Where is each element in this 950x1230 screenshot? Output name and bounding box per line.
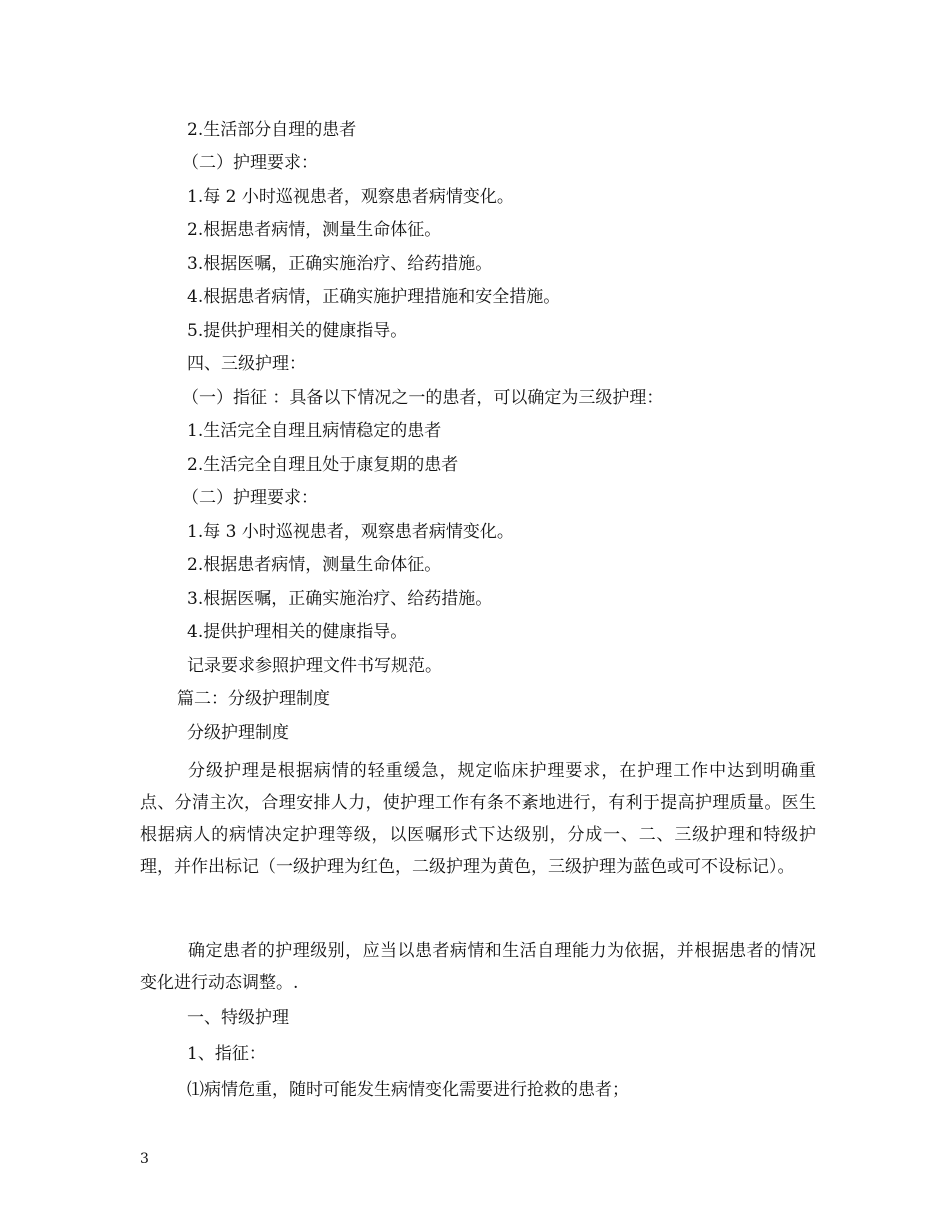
text-line: 2.生活部分自理的患者	[187, 120, 357, 140]
section-heading: 一、特级护理	[187, 1008, 289, 1028]
text-line: 1.生活完全自理且病情稳定的患者	[187, 421, 442, 441]
text-line: 2.根据患者病情，测量生命体征。	[187, 220, 442, 240]
list-item: ⑴病情危重，随时可能发生病情变化需要进行抢救的患者；	[187, 1080, 629, 1100]
body-paragraph: 确定患者的护理级别，应当以患者病情和生活自理能力为依据，并根据患者的情况变化进行动态调整。.	[140, 941, 816, 993]
body-paragraph: 分级护理是根据病情的轻重缓急，规定临床护理要求，在护理工作中达到明确重点、分清主次，合理安排人力，使护理工作有条不紊地进行，有利于提高护理质量。医生根据病人的病情决定护理等级，以医嘱形式下达级别，分成一、二、三级护理和特级护理，并作出标记（一级护理为红色，二级护理为黄色，三级护理为蓝色或可不设标记）。	[140, 761, 816, 877]
text-line: 记录要求参照护理文件书写规范。	[187, 656, 442, 676]
text-line: 1.每 2 小时巡视患者，观察患者病情变化。	[187, 187, 514, 207]
sub-heading: 1、指征：	[187, 1044, 266, 1064]
document-title: 分级护理制度	[187, 723, 289, 743]
section-heading-level-three: 四、三级护理：	[187, 354, 306, 374]
chapter-heading: 篇二：分级护理制度	[177, 689, 330, 709]
text-line: 2.根据患者病情，测量生命体征。	[187, 555, 442, 575]
text-line: 4.根据患者病情，正确实施护理措施和安全措施。	[187, 287, 561, 307]
text-line: 2.生活完全自理且处于康复期的患者	[187, 455, 459, 475]
text-line: 3.根据医嘱，正确实施治疗、给药措施。	[187, 589, 493, 609]
text-line: 1.每 3 小时巡视患者，观察患者病情变化。	[187, 522, 514, 542]
text-line: （一）指征 ：具备以下情况之一的患者，可以确定为三级护理：	[182, 388, 664, 408]
text-line: （二）护理要求：	[182, 488, 318, 508]
text-line: 4.提供护理相关的健康指导。	[187, 622, 408, 642]
text-line: 5.提供护理相关的健康指导。	[187, 321, 408, 341]
text-line: （二）护理要求：	[182, 153, 318, 173]
text-line: 3.根据医嘱，正确实施治疗、给药措施。	[187, 254, 493, 274]
page-number: 3	[140, 1151, 149, 1167]
